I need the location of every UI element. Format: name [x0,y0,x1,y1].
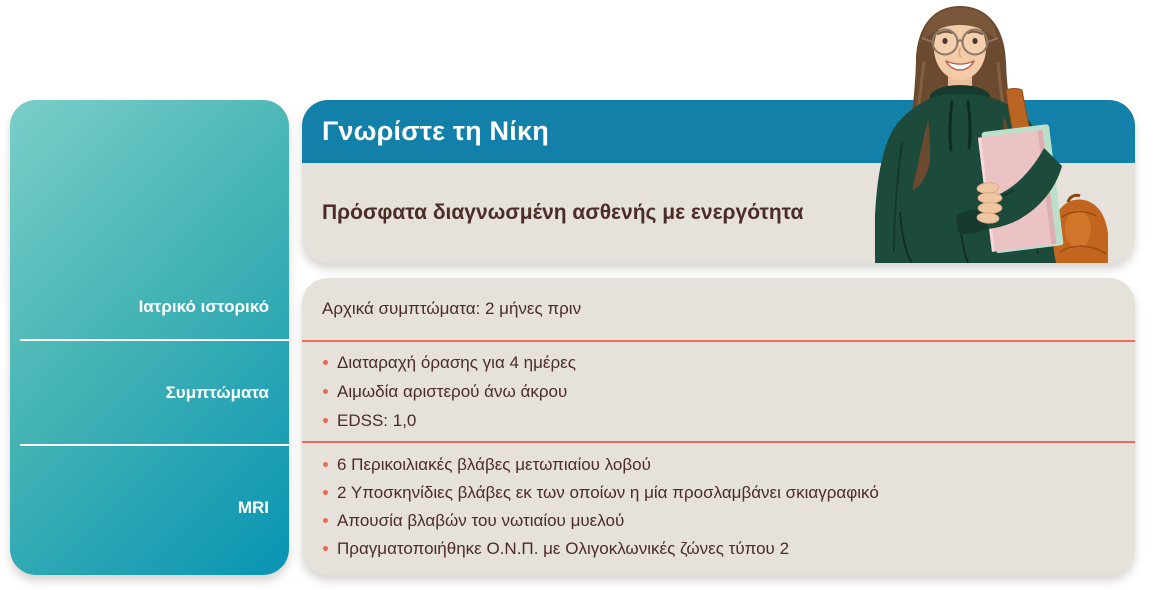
mri-text: 6 Περικοιλιακές βλάβες μετωπιαίου λοβού [337,455,651,474]
content-panel [302,278,1135,575]
sidebar-divider [20,444,289,446]
section-mri [302,441,1135,571]
section-symptoms [302,340,1135,441]
list-item [322,411,1115,431]
list-item [322,539,1115,559]
bullet-icon [323,546,328,551]
sidebar-item-mri: MRI [237,498,269,517]
list-item [322,382,1115,402]
symptom-text: Αιμωδία αριστερού άνω άκρου [337,381,568,401]
list-item [322,483,1115,503]
mri-text: Απουσία βλαβών του νωτιαίου μυελού [337,511,625,530]
mri-text: 2 Υποσκηνίδιες βλάβες εκ των οποίων η μία προσλαμβάνει σκιαγραφικό [337,483,879,502]
bullet-icon [323,360,328,365]
sidebar-item-medical-history: Ιατρικό ιστορικό [138,297,269,316]
page-subtitle: Πρόσφατα διαγνωσμένη ασθενής με ενεργότητα [322,201,804,224]
section-medical-history [302,278,1135,340]
patient-photo [872,2,1113,263]
sidebar-divider [20,339,289,341]
bullet-icon [323,462,328,467]
symptom-text: Διαταραχή όρασης για 4 ημέρες [337,352,576,372]
list-item [322,353,1115,373]
list-item [322,455,1115,475]
bullet-icon [323,418,328,423]
bullet-icon [323,389,328,394]
list-item [322,511,1115,531]
sidebar-item-symptoms: Συμπτώματα [165,383,269,402]
page-title: Γνωρίστε τη Νίκη [322,116,549,146]
bullet-icon [323,518,328,523]
history-text: Αρχικά συμπτώματα: 2 μήνες πριν [322,299,582,318]
symptom-text: EDSS: 1,0 [337,410,417,430]
mri-text: Πραγματοποιήθηκε Ο.Ν.Π. με Ολιγοκλωνικές ζώνες τύπου 2 [337,539,790,558]
sidebar [10,100,289,575]
bullet-icon [323,490,328,495]
